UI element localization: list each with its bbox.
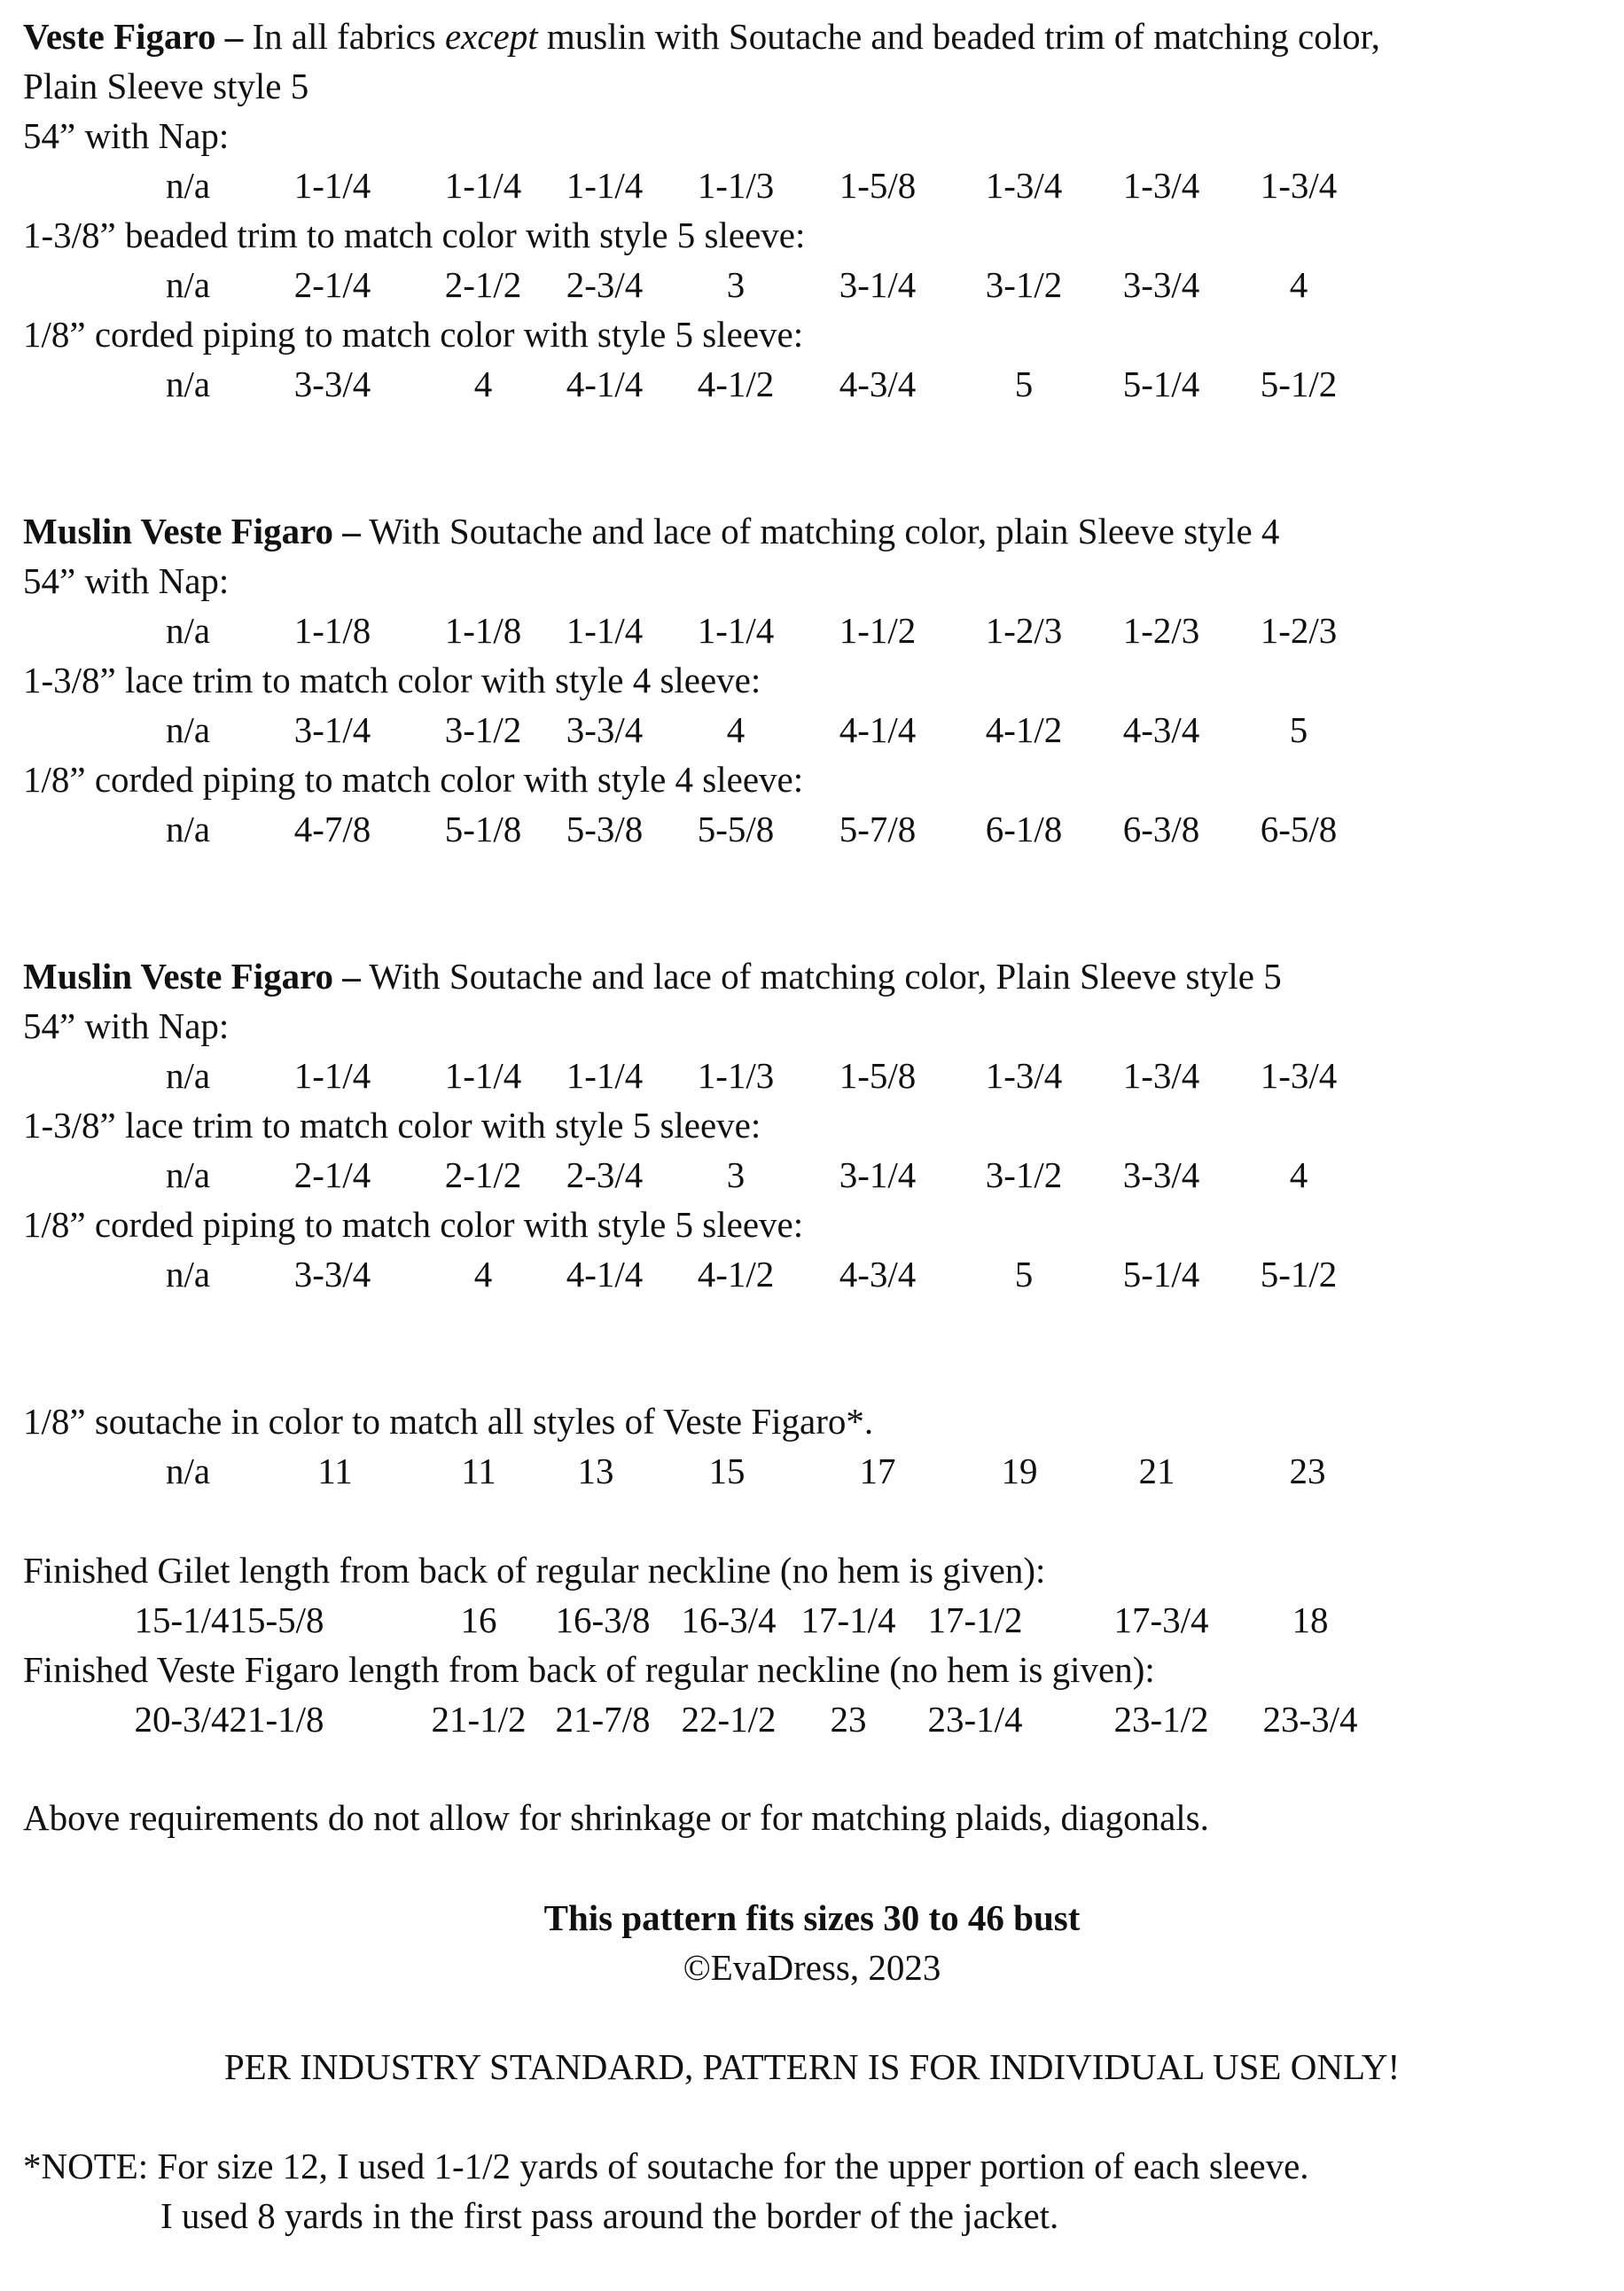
value-cell: 3-1/4 — [839, 1154, 917, 1195]
value-cell: 4-1/4 — [839, 709, 917, 750]
section-desc-emphasis: except — [444, 16, 538, 57]
value-cell: 23-1/4 — [927, 1699, 1023, 1740]
value-cell: 1-3/4 — [1122, 1055, 1200, 1096]
value-cell: 1-3/4 — [1260, 165, 1338, 206]
section-desc: With Soutache and lace of matching color, Plain Sleeve style 5 — [360, 956, 1282, 997]
value-cell: 5-1/4 — [1122, 364, 1200, 404]
value-row — [0, 608, 1624, 653]
value-cell: 23 — [830, 1699, 867, 1740]
value-cell: 23-1/2 — [1113, 1699, 1209, 1740]
value-cell: 2-3/4 — [566, 1154, 644, 1195]
value-cell: 1-1/2 — [839, 610, 917, 651]
value-cell: 4-1/4 — [566, 364, 644, 404]
value-cell: 16-3/4 — [681, 1599, 777, 1640]
value-cell: 4-1/2 — [697, 1254, 775, 1294]
row-label: 1/8” corded piping to match color with style 4 sleeve: — [23, 759, 804, 800]
section-1-desc-line2: Plain Sleeve style 5 — [23, 66, 309, 106]
value-cell: 3 — [726, 264, 746, 305]
value-cell: 6-3/8 — [1122, 809, 1200, 849]
value-row — [0, 1053, 1624, 1098]
value-cell: 1-1/4 — [566, 1055, 644, 1096]
value-cell: 3-3/4 — [566, 709, 644, 750]
value-cell: 5 — [1014, 364, 1034, 404]
value-cell: 2-1/4 — [293, 264, 371, 305]
value-cell: 5-1/8 — [444, 809, 522, 849]
value-cell: 4-1/2 — [697, 364, 775, 404]
veste-length-label: Finished Veste Figaro length from back of regular neckline (no hem is given): — [23, 1649, 1155, 1690]
value-cell: 5-7/8 — [839, 809, 917, 849]
section-desc: With Soutache and lace of matching color, plain Sleeve style 4 — [360, 511, 1280, 551]
value-row — [0, 1449, 1624, 1493]
value-cell: 1-5/8 — [839, 165, 917, 206]
value-cell: 5-3/8 — [566, 809, 644, 849]
row-label: 54” with Nap: — [23, 1005, 230, 1046]
note-line-2: I used 8 yards in the first pass around the border of the jacket. — [160, 2195, 1059, 2236]
value-cell: 3-3/4 — [293, 364, 371, 404]
value-row — [0, 1252, 1624, 1296]
value-cell: 3-1/4 — [839, 264, 917, 305]
section-3-heading — [23, 954, 1282, 998]
section-desc: In all fabrics — [243, 16, 445, 57]
value-cell: 5 — [1289, 709, 1308, 750]
value-cell: 1-3/4 — [985, 1055, 1063, 1096]
value-row — [0, 362, 1624, 406]
value-cell: 4 — [473, 364, 493, 404]
value-row — [0, 807, 1624, 851]
value-cell: 3 — [726, 1154, 746, 1195]
section-2-heading — [23, 509, 1279, 553]
value-cell: n/a — [165, 165, 211, 206]
value-cell: 20-3/4 — [134, 1699, 230, 1740]
value-cell: 21-1/8 — [229, 1699, 324, 1740]
section-title: Muslin Veste Figaro – — [23, 956, 361, 997]
value-cell: 2-3/4 — [566, 264, 644, 305]
copyright: ©EvaDress, 2023 — [683, 1947, 941, 1988]
note-line-1: *NOTE: For size 12, I used 1-1/2 yards of soutache for the upper portion of each sleeve. — [23, 2146, 1309, 2186]
value-cell: 4 — [1289, 264, 1308, 305]
value-cell: 4-3/4 — [839, 364, 917, 404]
value-cell: n/a — [165, 610, 211, 651]
value-cell: 22-1/2 — [681, 1699, 777, 1740]
value-cell: 4-7/8 — [293, 809, 371, 849]
value-cell: 15-5/8 — [229, 1599, 324, 1640]
soutache-label: 1/8” soutache in color to match all styles of Veste Figaro*. — [23, 1401, 874, 1442]
value-cell: 3-3/4 — [1122, 264, 1200, 305]
value-cell: 1-1/4 — [293, 1055, 371, 1096]
value-cell: 5-1/2 — [1260, 364, 1338, 404]
value-cell: 15 — [708, 1450, 746, 1491]
value-cell: 2-1/2 — [444, 1154, 522, 1195]
value-cell: 1-1/4 — [566, 610, 644, 651]
value-cell: 1-2/3 — [985, 610, 1063, 651]
value-cell: 1-1/3 — [697, 1055, 775, 1096]
value-cell: 1-3/4 — [1260, 1055, 1338, 1096]
section-title: Muslin Veste Figaro – — [23, 511, 361, 551]
disclaimer: Above requirements do not allow for shrinkage or for matching plaids, diagonals. — [23, 1797, 1209, 1838]
section-1-heading — [23, 14, 1380, 59]
value-cell: n/a — [165, 709, 211, 750]
value-cell: 5 — [1014, 1254, 1034, 1294]
value-cell: 5-1/4 — [1122, 1254, 1200, 1294]
value-cell: 23-3/4 — [1262, 1699, 1358, 1740]
value-cell: 17-3/4 — [1113, 1599, 1209, 1640]
value-cell: 3-3/4 — [1122, 1154, 1200, 1195]
value-row — [0, 262, 1624, 307]
value-cell: 4 — [726, 709, 746, 750]
value-row — [0, 1598, 1624, 1642]
value-cell: 17-1/2 — [927, 1599, 1023, 1640]
value-cell: 17-1/4 — [800, 1599, 896, 1640]
row-label: 54” with Nap: — [23, 115, 230, 156]
value-cell: 5-5/8 — [697, 809, 775, 849]
value-cell: 3-3/4 — [293, 1254, 371, 1294]
row-label: 1/8” corded piping to match color with style 5 sleeve: — [23, 314, 804, 355]
value-cell: 21 — [1138, 1450, 1175, 1491]
value-cell: 21-7/8 — [555, 1699, 651, 1740]
value-cell: 4-1/2 — [985, 709, 1063, 750]
value-cell: 1-1/8 — [444, 610, 522, 651]
value-cell: n/a — [165, 264, 211, 305]
value-cell: 15-1/4 — [134, 1599, 230, 1640]
value-cell: 4-1/4 — [566, 1254, 644, 1294]
value-cell: 6-5/8 — [1260, 809, 1338, 849]
row-label: 1-3/8” lace trim to match color with style 4 sleeve: — [23, 660, 761, 700]
value-cell: 3-1/2 — [444, 709, 522, 750]
value-cell: 4 — [1289, 1154, 1308, 1195]
industry-notice: PER INDUSTRY STANDARD, PATTERN IS FOR INDIVIDUAL USE ONLY! — [223, 2046, 1401, 2087]
value-cell: 1-1/4 — [697, 610, 775, 651]
gilet-length-label: Finished Gilet length from back of regular neckline (no hem is given): — [23, 1550, 1046, 1591]
value-cell: n/a — [165, 364, 211, 404]
value-cell: 3-1/2 — [985, 264, 1063, 305]
value-cell: 1-1/3 — [697, 165, 775, 206]
value-cell: 2-1/4 — [293, 1154, 371, 1195]
value-cell: 11 — [317, 1450, 353, 1491]
value-cell: 21-1/2 — [431, 1699, 527, 1740]
value-cell: 1-1/4 — [293, 165, 371, 206]
value-row — [0, 708, 1624, 752]
value-cell: 4-3/4 — [1122, 709, 1200, 750]
value-cell: 1-1/4 — [566, 165, 644, 206]
value-cell: n/a — [165, 809, 211, 849]
value-cell: 4 — [473, 1254, 493, 1294]
value-cell: 2-1/2 — [444, 264, 522, 305]
value-row — [0, 1153, 1624, 1197]
value-row — [0, 1697, 1624, 1741]
section-title: Veste Figaro – — [23, 16, 244, 57]
value-cell: 1-2/3 — [1260, 610, 1338, 651]
value-cell: 1-1/4 — [444, 165, 522, 206]
value-cell: 1-1/4 — [444, 1055, 522, 1096]
fit-statement: This pattern fits sizes 30 to 46 bust — [543, 1897, 1081, 1938]
value-cell: 17 — [859, 1450, 896, 1491]
value-cell: 3-1/4 — [293, 709, 371, 750]
value-cell: 18 — [1292, 1599, 1329, 1640]
row-label: 1-3/8” beaded trim to match color with style 5 sleeve: — [23, 215, 806, 255]
value-cell: 3-1/2 — [985, 1154, 1063, 1195]
value-cell: 23 — [1289, 1450, 1326, 1491]
value-cell: 1-1/8 — [293, 610, 371, 651]
value-cell: 16 — [460, 1599, 497, 1640]
value-cell: 16-3/8 — [555, 1599, 651, 1640]
value-cell: 11 — [461, 1450, 496, 1491]
value-cell: 19 — [1001, 1450, 1038, 1491]
value-cell: 13 — [577, 1450, 614, 1491]
value-cell: 1-5/8 — [839, 1055, 917, 1096]
value-cell: 4-3/4 — [839, 1254, 917, 1294]
value-cell: 5-1/2 — [1260, 1254, 1338, 1294]
value-cell: 6-1/8 — [985, 809, 1063, 849]
value-cell: n/a — [165, 1254, 211, 1294]
value-cell: n/a — [165, 1154, 211, 1195]
row-label: 1-3/8” lace trim to match color with style 5 sleeve: — [23, 1105, 761, 1146]
value-cell: 1-3/4 — [1122, 165, 1200, 206]
row-label: 1/8” corded piping to match color with style 5 sleeve: — [23, 1204, 804, 1245]
value-cell: 1-2/3 — [1122, 610, 1200, 651]
row-label: 54” with Nap: — [23, 560, 230, 601]
value-cell: n/a — [165, 1450, 211, 1491]
value-row — [0, 163, 1624, 207]
value-cell: n/a — [165, 1055, 211, 1096]
section-desc: muslin with Soutache and beaded trim of matching color, — [537, 16, 1380, 57]
value-cell: 1-3/4 — [985, 165, 1063, 206]
